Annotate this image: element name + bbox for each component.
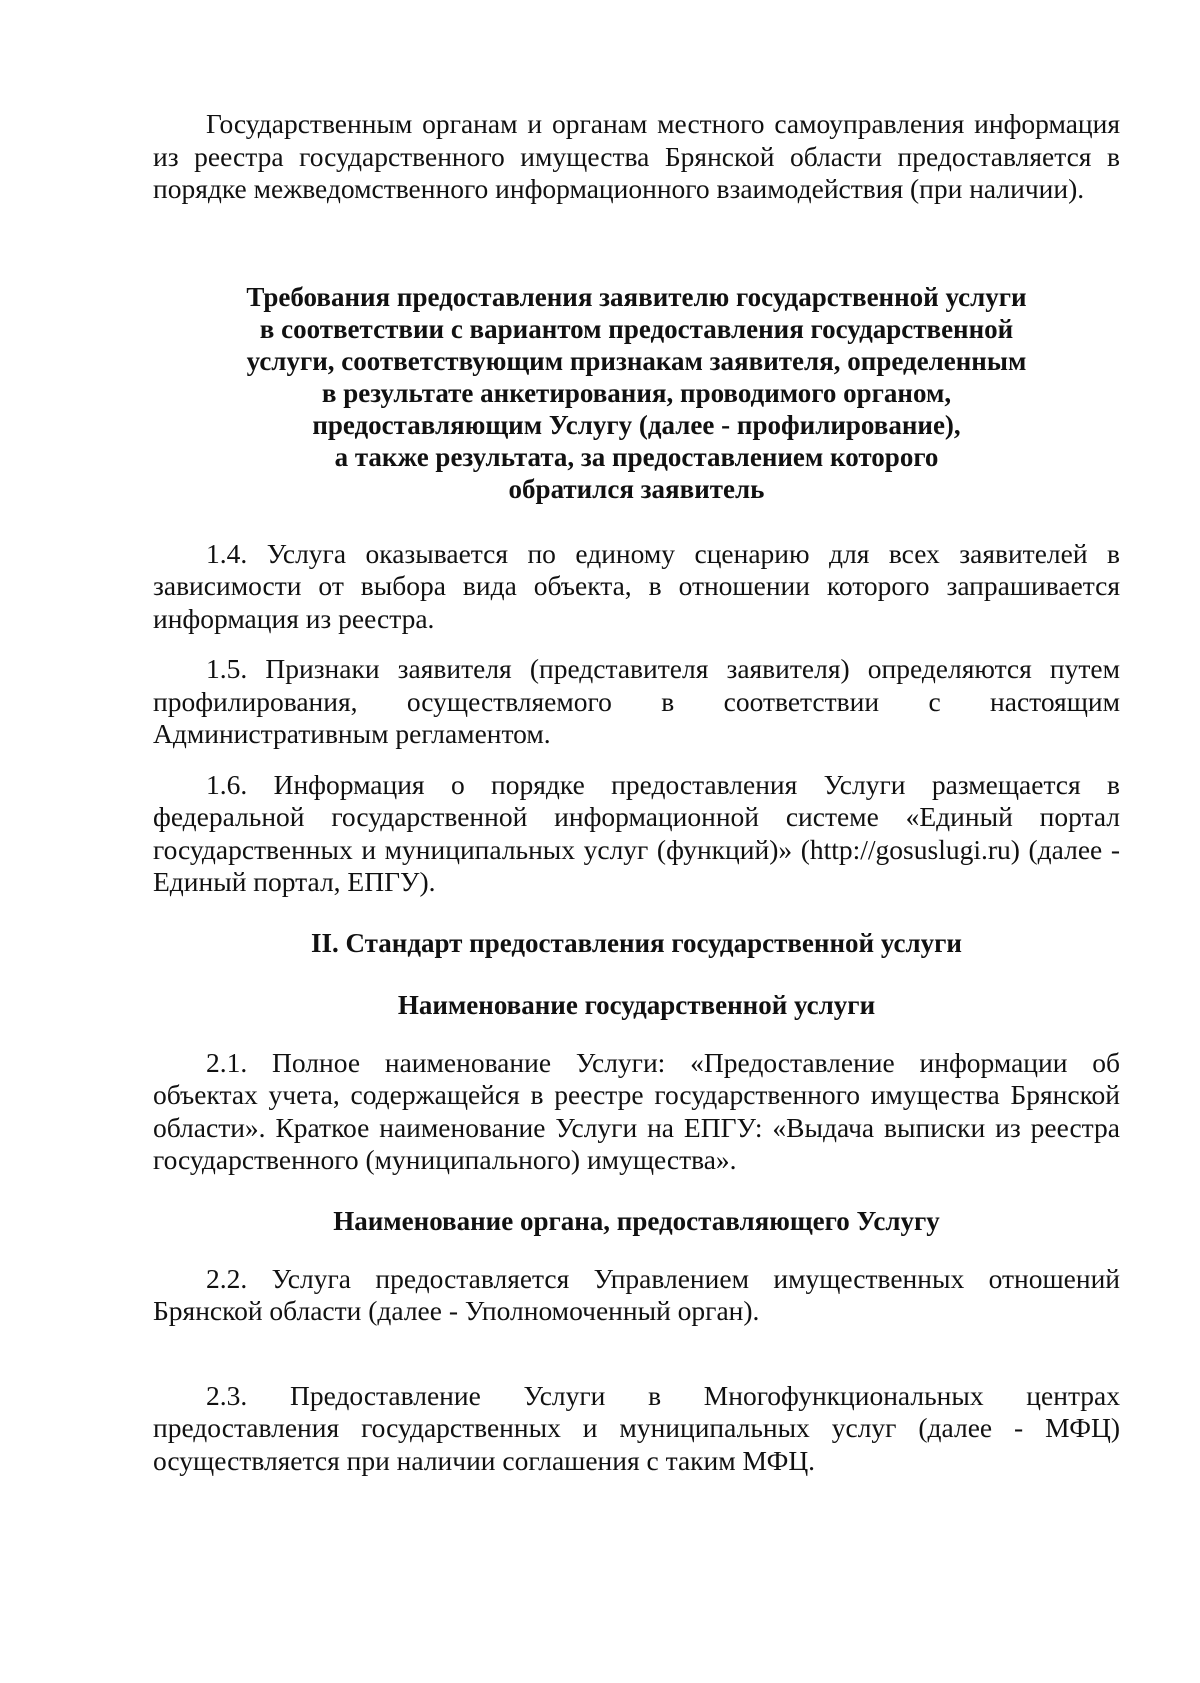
paragraph-2-1: 2.1. Полное наименование Услуги: «Предоставление информации об объектах учета, содержащейся в реестре государственного имущества Брянской области». Краткое наименование Услуги на ЕПГУ: «Выдача выписки из реестра государственного (муниципального) имущества».: [153, 1046, 1120, 1175]
paragraph-2-3: 2.3. Предоставление Услуги в Многофункциональных центрах предоставления государственных и муниципальных услуг (далее - МФЦ) осуществляется при наличии соглашения с таким МФЦ.: [153, 1379, 1120, 1476]
section-2-heading: II. Стандарт предоставления государственной услуги: [311, 927, 962, 958]
requirements-heading-line: услуги, соответствующим признакам заявителя, определенным: [246, 345, 1027, 376]
paragraph-2-2: 2.2. Услуга предоставляется Управлением имущественных отношений Брянской области (далее - Уполномоченный орган).: [153, 1262, 1120, 1326]
intro-paragraph: Государственным органам и органам местного самоуправления информация из реестра государственного имущества Брянской области предоставляется в порядке межведомственного информационного взаимодействия (при наличии).: [153, 108, 1120, 204]
requirements-heading-line: Требования предоставления заявителю государственной услуги: [246, 281, 1027, 312]
requirements-heading-line: предоставляющим Услугу (далее - профилирование),: [312, 409, 961, 440]
requirements-heading-line: в соответствии с вариантом предоставления государственной: [259, 313, 1014, 344]
authority-heading: Наименование органа, предоставляющего Услугу: [333, 1205, 940, 1236]
requirements-heading-line: в результате анкетирования, проводимого органом,: [321, 377, 952, 408]
requirements-heading-line: обратился заявитель: [508, 473, 765, 504]
paragraph-1-4: 1.4. Услуга оказывается по единому сценарию для всех заявителей в зависимости от выбора вида объекта, в отношении которого запрашивается информация из реестра.: [153, 537, 1120, 634]
document-page: [153, 108, 1120, 1477]
requirements-heading: [153, 281, 1120, 505]
paragraph-1-5: 1.5. Признаки заявителя (представителя заявителя) определяются путем профилирования, осуществляемого в соответствии с настоящим Административным регламентом.: [153, 653, 1120, 749]
paragraph-1-6: 1.6. Информация о порядке предоставления Услуги размещается в федеральной государственной информационной системе «Единый портал государственных и муниципальных услуг (функций)» (http://gosuslugi.ru) (далее - Единый портал, ЕПГУ).: [153, 768, 1120, 897]
service-name-heading: Наименование государственной услуги: [397, 989, 876, 1020]
requirements-heading-line: а также результата, за предоставлением которого: [334, 441, 939, 472]
